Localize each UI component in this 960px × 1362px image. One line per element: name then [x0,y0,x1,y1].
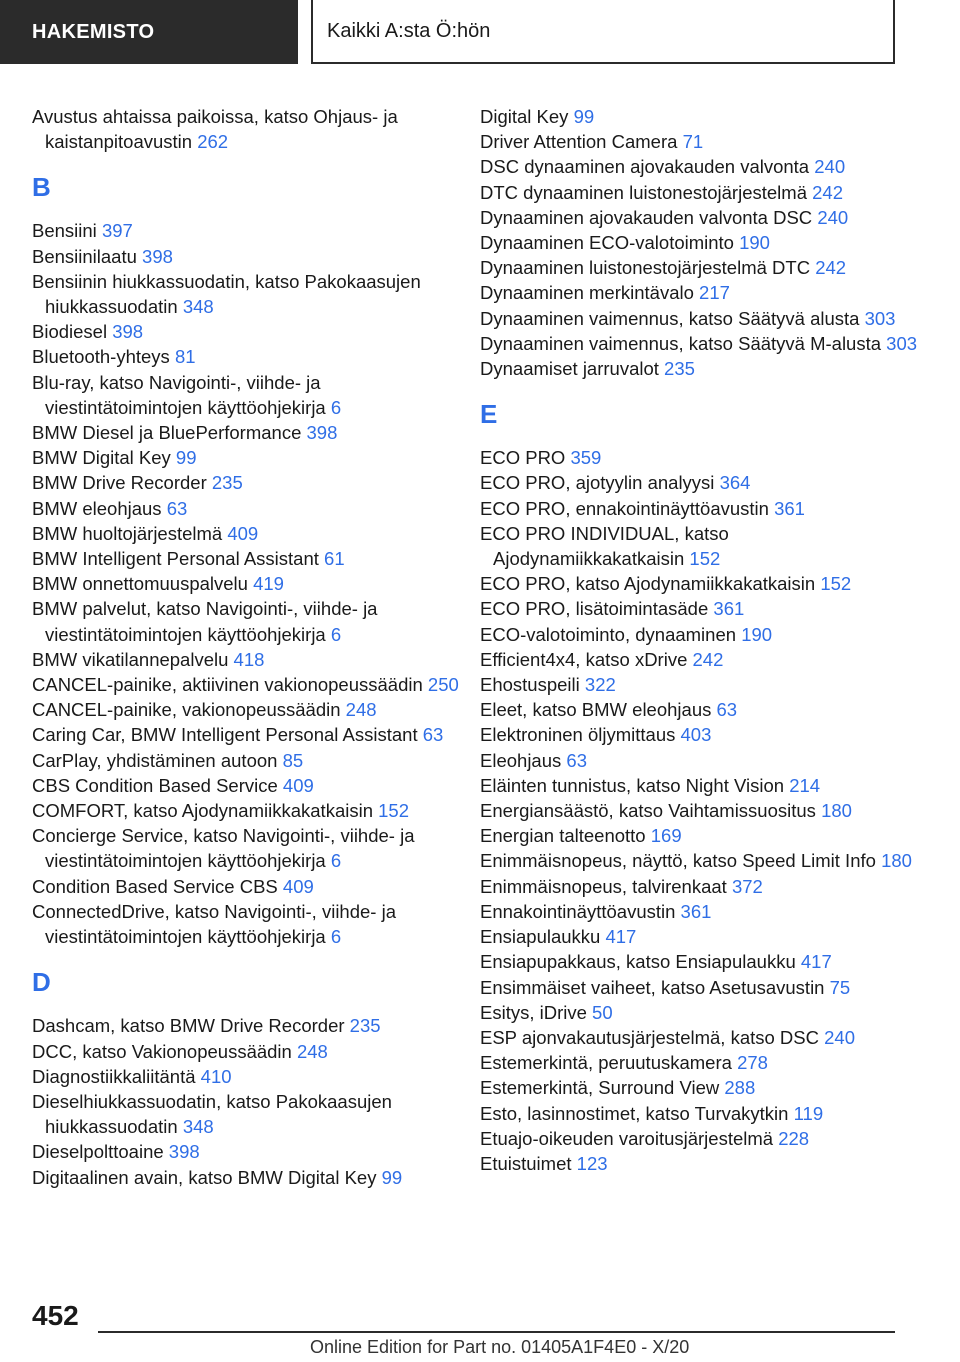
index-entry-text: BMW vikatilannepalvelu [32,648,229,670]
index-page-link[interactable]: 409 [282,875,314,897]
index-entry-text: Estemerkintä, peruutuskamera [480,1052,732,1074]
index-entry [32,798,462,823]
index-letter-heading: E [480,399,498,430]
index-entry [480,129,920,154]
index-page-link[interactable]: 99 [573,106,595,127]
index-entry-text: Energiansäästö, katso Vaihtamissuositus [480,800,816,822]
index-entry [32,1165,462,1190]
index-entry [32,1089,462,1139]
index-entry-text: Dynaamiset jarruvalot [480,358,659,380]
index-page-link[interactable]: 152 [689,548,721,570]
index-entry [480,230,920,255]
index-entry-text: ECO PRO, katso Ajodynamiikkakatkaisin [480,573,816,595]
index-page-link[interactable]: 419 [253,573,284,595]
index-entry-text: Caring Car, BMW Intelligent Personal Assistant [32,724,418,746]
index-entry [32,269,462,319]
index-page-link[interactable]: 169 [650,825,682,847]
index-entry [480,1025,920,1050]
index-entry-text: Eläinten tunnistus, katso Night Vision [480,774,785,796]
index-page-link[interactable]: 348 [182,296,214,318]
index-entry [480,697,920,722]
index-page-link[interactable]: 398 [112,321,144,343]
index-page-link[interactable]: 397 [101,220,133,242]
index-entry-text: Ensimmäiset vaiheet, katso Asetusavustin [480,976,825,998]
index-entry [32,874,462,899]
index-page-link[interactable]: 372 [731,875,763,897]
index-page-link[interactable]: 242 [692,648,724,670]
index-entry-text: ECO PRO [480,447,566,469]
index-entry [480,848,920,873]
index-page-link[interactable]: 242 [812,181,843,203]
index-entry [480,356,920,381]
index-entry [32,672,462,697]
index-entry-text: Ennakointinäyttöavustin [480,900,676,922]
index-page-link[interactable]: 403 [680,724,712,746]
index-entry-text: Bensiini [32,220,97,242]
index-entry [32,823,462,873]
index-page-link[interactable]: 63 [422,724,444,746]
index-page-link[interactable]: 190 [739,232,770,254]
index-entry-text: Digital Key [480,106,569,127]
index-entry-text: Bensiinilaatu [32,245,137,267]
index-page-link[interactable]: 75 [829,976,851,998]
index-entry-text: Esto, lasinnostimet, katso Turvakytkin [480,1102,789,1124]
index-page-link[interactable]: 71 [682,131,704,153]
index-page-link[interactable]: 81 [174,346,196,368]
index-entry-text: Enimmäisnopeus, näyttö, katso Speed Limit Info [480,850,876,872]
index-page-link[interactable]: 303 [886,332,918,354]
index-entry-text: Ensiapupakkaus, katso Ensiapulaukku [480,951,796,973]
index-page-link[interactable]: 180 [821,800,852,822]
index-entry [480,1101,920,1126]
index-entry-text: Dynaaminen luistonestojärjestelmä DTC [480,257,811,279]
index-entry-text: Dynaaminen vaimennus, katso Säätyvä M-alusta [480,332,882,354]
index-page-link[interactable]: 240 [814,156,846,178]
index-entry-text: ECO PRO, lisätoimintasäde [480,598,709,620]
index-entry-text: Efficient4x4, katso xDrive [480,648,688,670]
index-entry-text: DTC dynaaminen luistonestojärjestelmä [480,181,807,203]
index-entry [480,104,920,129]
index-entry [480,899,920,924]
index-entry-text: Avustus ahtaissa paikoissa, katso Ohjaus- ja kaistanpitoavustin [32,106,398,153]
index-entry-text: ConnectedDrive, katso Navigointi-, viihde- ja viestintätoimintojen käyttöohjekirja [32,900,397,948]
index-entry-text: CANCEL-painike, aktiivinen vakionopeussäädin [32,674,423,696]
index-page-link[interactable]: 6 [330,623,342,645]
index-entry-text: BMW Diesel ja BluePerformance [32,422,302,444]
index-column-left [32,104,462,1190]
index-page-link[interactable]: 359 [570,447,602,469]
index-page-link[interactable]: 6 [330,850,342,872]
index-entry-text: DSC dynaaminen ajovakauden valvonta [480,156,810,178]
index-entry [32,244,462,269]
index-page-link[interactable]: 398 [142,245,173,267]
index-page-link[interactable]: 119 [793,1102,824,1124]
index-entry [480,306,920,331]
index-page-link[interactable]: 217 [699,282,730,304]
index-entry [32,647,462,672]
index-entry [480,722,920,747]
index-entry [32,218,462,243]
index-entry [480,949,920,974]
index-letter-heading: D [32,967,51,998]
index-entry [480,874,920,899]
index-entry [480,798,920,823]
index-entry [480,622,920,647]
index-entry [32,748,462,773]
index-entry [32,546,462,571]
index-entry [32,470,462,495]
index-page-link[interactable]: 361 [713,598,745,620]
index-entry [32,773,462,798]
index-entry [32,596,462,646]
index-page-link[interactable]: 361 [680,900,712,922]
tab-hakemisto-label: HAKEMISTO [32,20,155,43]
index-entry [32,1064,462,1089]
index-page-link[interactable]: 63 [566,749,587,771]
index-page-link[interactable]: 418 [233,648,265,670]
index-entry [32,1139,462,1164]
tab-index-title[interactable] [311,0,895,64]
index-entry-text: Estemerkintä, Surround View [480,1077,720,1099]
index-entry [480,1000,920,1025]
index-entry [480,180,920,205]
index-entry [480,470,920,495]
index-entry [480,521,920,571]
index-entry-text: BMW Intelligent Personal Assistant [32,548,319,570]
index-entry-text: Eleohjaus [480,749,562,771]
footer-edition: Online Edition for Part no. 01405A1F4E0 - X/20 [310,1337,690,1357]
index-entry [32,445,462,470]
page-number: 452 [32,1300,79,1331]
index-entry-text: Driver Attention Camera [480,131,678,153]
index-page-link[interactable]: 240 [824,1026,856,1048]
index-page-link[interactable]: 288 [724,1077,756,1099]
index-page-link[interactable]: 303 [864,307,896,329]
index-page-link[interactable]: 278 [737,1052,768,1074]
index-entry-text: Esitys, iDrive [480,1001,587,1023]
index-entry-text: ECO PRO INDIVIDUAL, katso Ajodynamiikkakatkaisin [480,522,729,570]
tab-index-title-label: Kaikki A:sta Ö:hön [327,19,491,42]
index-entry-text: Dieselhiukkassuodatin, katso Pakokaasujen hiukkassuodatin [32,1090,392,1138]
index-entry [32,722,462,747]
index-page-link[interactable]: 322 [584,674,616,696]
index-entry [32,899,462,949]
index-entry-text: Etuistuimet [480,1152,572,1174]
index-page-link[interactable]: 61 [324,548,345,570]
index-entry-text: Concierge Service, katso Navigointi-, viihde- ja viestintätoimintojen käyttöohjekirja [32,825,415,872]
index-entry-text: Dynaaminen ajovakauden valvonta DSC [480,206,813,228]
index-entry [480,647,920,672]
index-entry [32,104,462,154]
index-page-link[interactable]: 228 [778,1127,810,1149]
index-entry-text: Condition Based Service CBS [32,875,278,897]
index-entry-text: Ensiapulaukku [480,926,601,948]
index-entry-text: Dynaaminen ECO-valotoiminto [480,232,734,254]
index-entry [480,255,920,280]
index-page-link[interactable]: 248 [296,1040,328,1062]
index-entry [32,697,462,722]
index-page-link[interactable]: 99 [381,1166,403,1188]
index-page-link[interactable]: 63 [716,699,738,721]
index-entry-text: Enimmäisnopeus, talvirenkaat [480,875,727,897]
index-entry-text: Bluetooth-yhteys [32,346,170,368]
index-column-right [480,104,920,1176]
index-page-link[interactable]: 123 [576,1152,608,1174]
index-entry-text: Bensiinin hiukkassuodatin, katso Pakokaasujen hiukkassuodatin [32,270,421,318]
index-entry-text: ECO PRO, ennakointinäyttöavustin [480,497,769,519]
index-entry [32,1039,462,1064]
index-page-link[interactable]: 6 [330,926,342,948]
index-page-link[interactable]: 410 [200,1065,232,1087]
index-entry [480,280,920,305]
index-entry [480,924,920,949]
index-page-link[interactable]: 6 [330,396,342,418]
index-entry-text: Biodiesel [32,321,108,343]
index-entry-text: DCC, katso Vakionopeussäädin [32,1040,292,1062]
index-entry-text: BMW Digital Key [32,447,171,469]
index-entry-text: BMW Drive Recorder [32,472,207,494]
index-entry-text: BMW eleohjaus [32,497,162,519]
index-page-link[interactable]: 240 [817,206,849,228]
tab-hakemisto[interactable] [0,0,298,64]
index-entry [480,975,920,1000]
index-entry-text: CANCEL-painike, vakionopeussäädin [32,699,341,721]
index-entry-text: BMW onnettomuuspalvelu [32,573,248,595]
index-entry-text: Dynaaminen vaimennus, katso Säätyvä alusta [480,307,860,329]
index-entry [480,331,920,356]
index-page-link[interactable]: 180 [881,850,912,872]
index-entry [32,571,462,596]
index-page-link[interactable]: 63 [166,497,188,519]
index-entry [32,420,462,445]
index-entry-text: Etuajo-oikeuden varoitusjärjestelmä [480,1127,774,1149]
index-entry-text: Eleet, katso BMW eleohjaus [480,699,712,721]
index-page-link[interactable]: 235 [211,472,243,494]
index-entry-text: COMFORT, katso Ajodynamiikkakatkaisin [32,800,373,822]
index-entry-text: CarPlay, yhdistäminen autoon [32,749,278,771]
index-entry-text: ECO PRO, ajotyylin analyysi [480,472,715,494]
index-entry [480,1075,920,1100]
index-page-link[interactable]: 235 [664,358,695,380]
index-entry-text: Dieselpolttoaine [32,1141,164,1163]
index-entry [480,773,920,798]
index-entry-text: Elektroninen öljymittaus [480,724,676,746]
index-entry [480,1126,920,1151]
index-entry [480,496,920,521]
index-entry-text: Ehostuspeili [480,674,580,696]
index-entry [32,496,462,521]
index-letter-heading: B [32,172,51,203]
index-entry [480,445,920,470]
index-entry [480,672,920,697]
index-page-link[interactable]: 417 [605,926,637,948]
index-entry-text: ESP ajonvakautusjärjestelmä, katso DSC [480,1026,819,1048]
index-entry [32,521,462,546]
index-entry-text: BMW palvelut, katso Navigointi-, viihde- ja viestintätoimintojen käyttöohjekirja [32,598,378,645]
index-entry [480,571,920,596]
index-entry-text: Dashcam, katso BMW Drive Recorder [32,1015,345,1037]
index-page-link[interactable]: 417 [800,951,832,973]
index-entry [480,596,920,621]
index-page-link[interactable]: 214 [789,774,821,796]
index-page-link[interactable]: 398 [306,422,338,444]
index-page-link[interactable]: 398 [168,1141,200,1163]
index-page-link[interactable]: 248 [345,699,377,721]
index-entry [480,1151,920,1176]
index-entry [480,748,920,773]
index-page-link[interactable]: 242 [815,257,847,279]
index-entry-text: Digitaalinen avain, katso BMW Digital Key [32,1166,377,1188]
index-page-link[interactable]: 348 [182,1116,214,1138]
index-entry-text: Blu-ray, katso Navigointi-, viihde- ja viestintätoimintojen käyttöohjekirja [32,371,326,418]
index-page-link[interactable]: 152 [820,573,852,595]
index-entry [480,205,920,230]
index-entry [480,823,920,848]
index-entry [480,1050,920,1075]
index-page-link[interactable]: 190 [741,623,773,645]
index-page-link[interactable]: 85 [282,749,304,771]
index-page-link[interactable]: 364 [719,472,751,494]
index-page-link[interactable]: 361 [774,497,805,519]
index-entry-text: ECO-valotoiminto, dynaaminen [480,623,737,645]
index-entry-text: Energian talteenotto [480,825,646,847]
footer-divider [98,1331,895,1333]
index-entry-text: BMW huoltojärjestelmä [32,522,223,544]
index-entry [32,344,462,369]
index-entry-text: Diagnostiikkaliitäntä [32,1065,196,1087]
index-entry [480,154,920,179]
index-page-link[interactable]: 99 [175,447,197,469]
index-page-link[interactable]: 235 [349,1015,381,1037]
index-entry [32,319,462,344]
index-page-link[interactable]: 250 [427,674,459,696]
index-entry [32,1013,462,1038]
index-page-link[interactable]: 262 [197,131,229,153]
index-page-link[interactable]: 409 [282,774,314,796]
index-page-link[interactable]: 409 [227,522,259,544]
index-entry [32,370,462,420]
index-entry-text: Dynaaminen merkintävalo [480,282,694,304]
index-page-link[interactable]: 152 [378,800,410,822]
index-page-link[interactable]: 50 [592,1001,613,1023]
index-entry-text: CBS Condition Based Service [32,774,278,796]
